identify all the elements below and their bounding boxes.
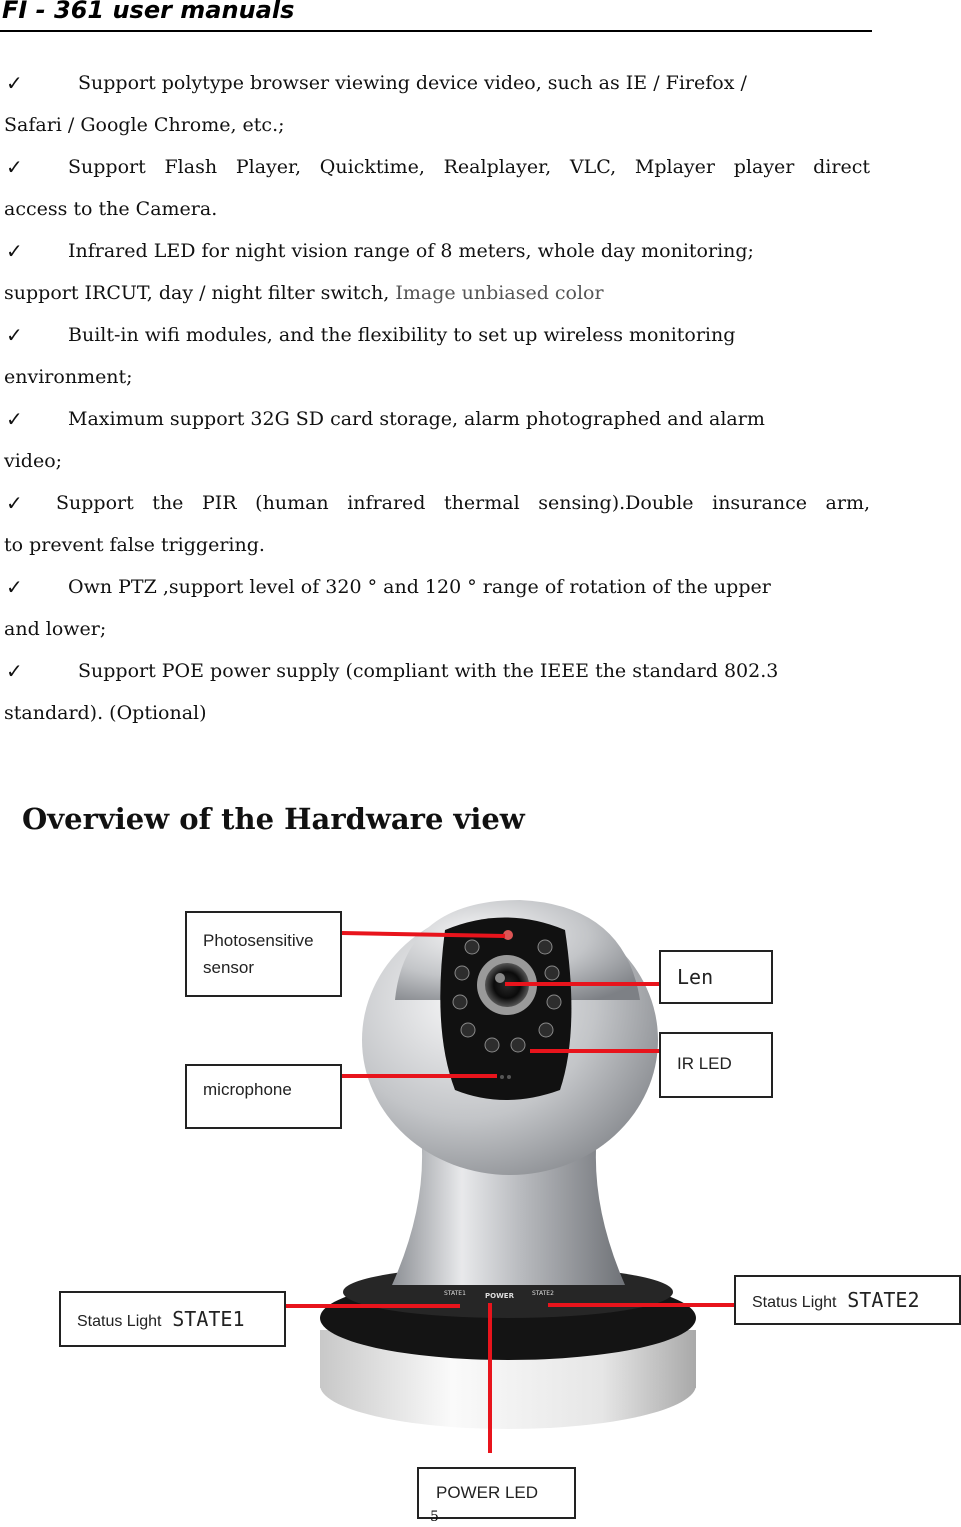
check-icon: ✓: [6, 323, 23, 347]
check-icon: ✓: [6, 239, 23, 263]
feature-item: ✓ Infrared LED for night vision range of 8 meters, whole day monitoring; support IRCUT, day / night filter switch, Image unbiased color: [4, 230, 870, 314]
check-icon: ✓: [6, 71, 23, 95]
callout-status-light-state1: Status Light STATE1: [59, 1291, 286, 1347]
check-icon: ✓: [6, 155, 23, 179]
lens-glare: [495, 973, 505, 983]
feature-item: ✓ Maximum support 32G SD card storage, alarm photographed and alarm video;: [4, 398, 870, 482]
callout-len: Len: [659, 950, 773, 1004]
check-icon: ✓: [6, 491, 23, 515]
check-icon: ✓: [6, 659, 23, 683]
callout-power-led: POWER LED: [417, 1467, 576, 1519]
feature-item: ✓ Support POE power supply (compliant with the IEEE the standard 802.3 standard). (Optional): [4, 650, 870, 734]
feature-item: ✓ Built-in wifi modules, and the flexibility to set up wireless monitoring environment;: [4, 314, 870, 398]
callout-microphone: microphone: [185, 1064, 342, 1129]
check-icon: ✓: [6, 575, 23, 599]
page-number: 5: [430, 1509, 439, 1525]
callout-photosensitive-sensor: Photosensitive sensor: [185, 911, 342, 997]
callout-ir-led: IR LED: [659, 1032, 773, 1098]
image-unbiased-color-text: Image unbiased color: [395, 282, 604, 304]
base-label-state1: STATE1: [444, 1290, 466, 1297]
base-label-power: POWER: [485, 1292, 514, 1300]
callout-status-light-state2: Status Light STATE2: [734, 1275, 961, 1325]
feature-item: ✓ Own PTZ ,support level of 320 ° and 120 ° range of rotation of the upper and lower;: [4, 566, 870, 650]
feature-item: ✓ Support polytype browser viewing device video, such as IE / Firefox / Safari / Google Chrome, etc.;: [4, 62, 870, 146]
feature-item: ✓ Support the PIR (human infrared thermal sensing).Double insurance arm, to prevent false triggering.: [4, 482, 870, 566]
base-label-state2: STATE2: [532, 1290, 554, 1297]
microphone-hole: [500, 1075, 504, 1079]
feature-item: ✓ Support Flash Player, Quicktime, Realplayer, VLC, Mplayer player direct access to the Camera.: [4, 146, 870, 230]
check-icon: ✓: [6, 407, 23, 431]
section-heading: Overview of the Hardware view: [22, 802, 525, 836]
document-header-title: FI - 361 user manuals: [2, 0, 295, 24]
